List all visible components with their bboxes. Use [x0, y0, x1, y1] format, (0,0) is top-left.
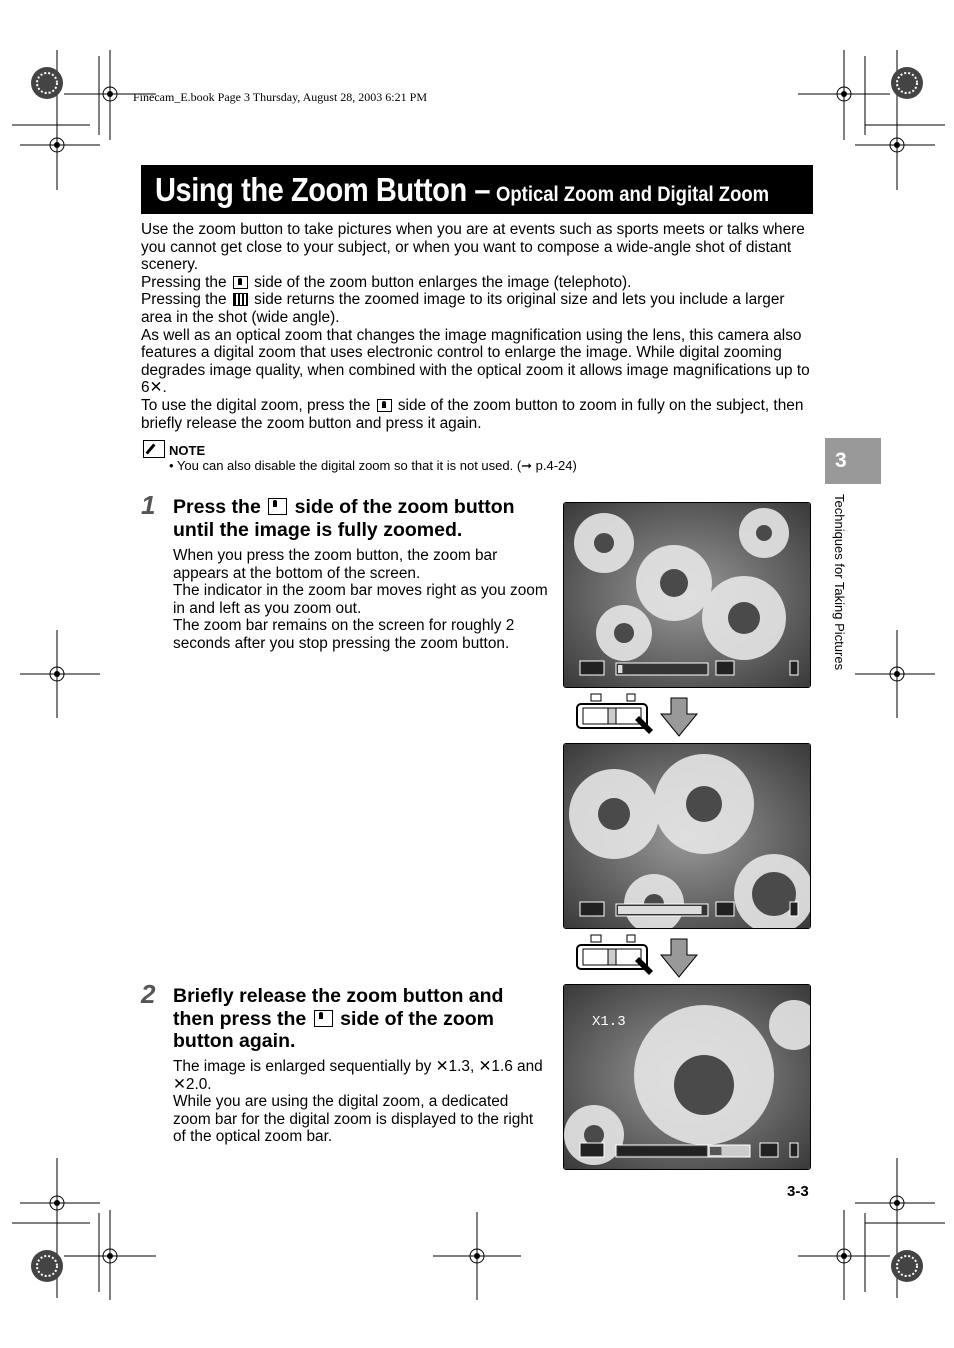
note-box [143, 440, 577, 474]
intro-paragraph: As well as an optical zoom that changes the image magnification using the lens, this camera also features a digital zoom that uses electronic control to enlarge the image. While digital zooming degrades image quality, when combined with the optical zoom it allows image magnifications up to 6✕. [141, 326, 810, 397]
text-span: side of the zoom button again. [173, 1007, 494, 1052]
step-text: The zoom bar remains on the screen for roughly 2 seconds after you stop pressing the zoom button. [173, 617, 515, 652]
step-body [173, 1058, 548, 1146]
flower-photo [564, 985, 810, 1169]
step-text: The image is enlarged sequentially by ✕1.3, ✕1.6 and ✕2.0. [173, 1058, 543, 1093]
step-number: 1 [141, 490, 156, 520]
step-number: 2 [141, 979, 156, 1009]
step-body [173, 547, 548, 653]
zoom-bar [616, 663, 708, 675]
telephoto-icon [377, 399, 392, 412]
step-heading [173, 496, 553, 541]
telephoto-icon [233, 276, 248, 289]
telephoto-icon [268, 498, 287, 515]
step-heading [173, 985, 548, 1053]
note-icon [143, 440, 165, 458]
step-text: While you are using the digital zoom, a dedicated zoom bar for the digital zoom is displayed to the right of the optical zoom bar. [173, 1093, 534, 1146]
intro-paragraph: Use the zoom button to take pictures when you are at events such as sports meets or talks where you cannot get close to your subject, or when you want to compose a wide-angle shot of distant scenery. [141, 221, 805, 274]
digital-zoom-bar-fill [710, 1147, 721, 1155]
text-span: Pressing the [141, 273, 227, 291]
print-header: Finecam_E.book Page 3 Thursday, August 28, 2003 6:21 PM [133, 90, 427, 104]
page-subtitle: Optical Zoom and Digital Zoom [495, 183, 769, 206]
text-span: side of the zoom button until the image is fully zoomed. [173, 496, 515, 541]
zoom-button-diagram [575, 692, 705, 740]
camera-screen-wide [563, 502, 811, 688]
note-heading: NOTE [169, 443, 206, 458]
page-title-bar [141, 165, 813, 214]
camera-screen-tele [563, 743, 811, 929]
page-number: 3-3 [787, 1183, 809, 1200]
zoom-bar-fill [618, 665, 622, 673]
zoom-button-diagram [575, 933, 705, 981]
step-text: When you press the zoom button, the zoom bar appears at the bottom of the screen. [173, 547, 498, 582]
zoom-bar-fill [618, 906, 702, 914]
intro-paragraph [141, 397, 813, 432]
intro-paragraph [141, 274, 813, 292]
text-span: side returns the zoomed image to its original size and lets you include a larger area in the shot (wide angle). [141, 291, 785, 326]
camera-screen-digital [563, 984, 811, 1170]
zoom-magnification-label: X1.3 [592, 1014, 626, 1030]
page-title: Using the Zoom Button – [155, 171, 491, 208]
intro-text [141, 221, 813, 432]
zoom-bar-fill [618, 1147, 706, 1155]
telephoto-icon [314, 1010, 333, 1027]
text-span: side of the zoom button to zoom in fully on the subject, then briefly release the zoom button and press it again. [141, 396, 804, 432]
text-span: side of the zoom button enlarges the image (telephoto). [254, 273, 632, 291]
wide-angle-icon [233, 293, 248, 306]
step-text: The indicator in the zoom bar moves right as you zoom in and left as you zoom out. [173, 582, 548, 617]
chapter-label: Techniques for Taking Pictures [832, 494, 847, 671]
text-span: Pressing the [141, 291, 227, 309]
intro-paragraph [141, 291, 813, 326]
chapter-tab: 3 [825, 438, 881, 484]
text-span: To use the digital zoom, press the [141, 396, 371, 414]
text-span: Briefly release the zoom button and then press the [173, 985, 504, 1030]
flower-photo [564, 744, 810, 928]
flower-photo [564, 503, 810, 687]
note-text: • You can also disable the digital zoom so that it is not used. (➞ p.4-24) [169, 458, 577, 473]
text-span: Press the [173, 496, 261, 518]
